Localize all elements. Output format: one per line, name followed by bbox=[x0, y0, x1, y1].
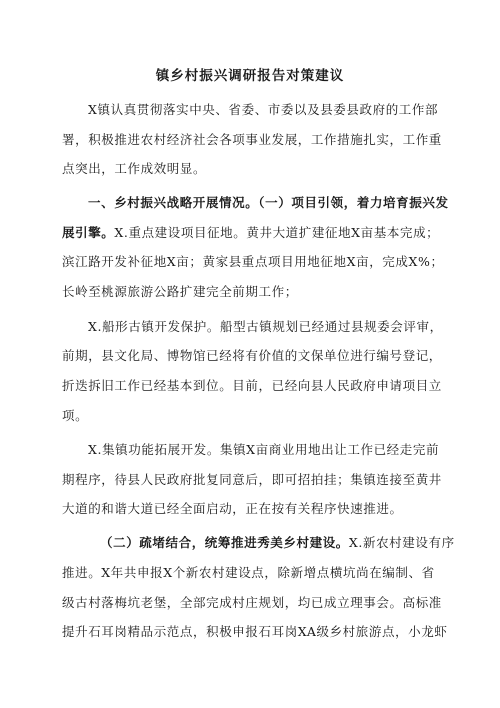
paragraph-line bbox=[88, 194, 449, 212]
paragraph-line: 推进。X年共申报X个新农村建设点，除新增点横坑尚在编制、省 bbox=[62, 565, 435, 580]
paragraph-line bbox=[100, 534, 455, 552]
paragraph-line: 长岭至桃源旅游公路扩建完全前期工作； bbox=[62, 284, 298, 299]
section-heading-continued: 展引擎。 bbox=[62, 225, 115, 240]
paragraph-line: 滨江路开发补征地X亩；黄家县重点项目用地征地X亩，完成X%； bbox=[62, 254, 444, 269]
paragraph-text: X.新农村建设有序 bbox=[348, 535, 455, 550]
subsection-heading: （二）疏堵结合，统筹推进秀美乡村建设。 bbox=[100, 535, 349, 550]
paragraph-line: 折迭拆旧工作已经基本到位。目前，已经向县人民政府申请项目立 bbox=[62, 378, 442, 393]
section-heading: 一、乡村振兴战略开展情况。（一）项目引领，着力培育振兴发 bbox=[88, 195, 449, 210]
paragraph-line: 级古村落梅坑老堡，全部完成村庄规划，均已成立理事会。高标准 bbox=[62, 595, 442, 610]
paragraph-line bbox=[62, 224, 439, 242]
document-title: 镇乡村振兴调研报告对策建议 bbox=[155, 68, 345, 84]
paragraph-line: 署，积极推进农村经济社会各项事业发展，工作措施扎实，工作重 bbox=[62, 132, 442, 147]
paragraph-line: X.船形古镇开发保护。船型古镇规划已经通过县规委会评审， bbox=[88, 319, 443, 334]
paragraph-line: 提升石耳岗精品示范点，积极申报石耳岗XA级乡村旅游点，小龙虾 bbox=[62, 624, 448, 639]
paragraph-line: 期程序，待县人民政府批复同意后，即可招拍挂；集镇连接至黄井 bbox=[62, 472, 442, 487]
paragraph-line: 大道的和谐大道已经全面启动，正在按有关程序快速推进。 bbox=[62, 501, 403, 516]
paragraph-line: X镇认真贯彻落实中央、省委、市委以及县委县政府的工作部 bbox=[88, 102, 439, 117]
paragraph-line: 点突出，工作成效明显。 bbox=[62, 161, 207, 176]
paragraph-line: X.集镇功能拓展开发。集镇X亩商业用地出让工作已经走完前 bbox=[88, 442, 440, 457]
paragraph-line: 项。 bbox=[62, 408, 89, 423]
paragraph-text: X.重点建设项目征地。黄井大道扩建征地X亩基本完成； bbox=[114, 225, 440, 240]
paragraph-line: 前期，县文化局、博物馆已经将有价值的文保单位进行编号登记， bbox=[62, 348, 442, 363]
